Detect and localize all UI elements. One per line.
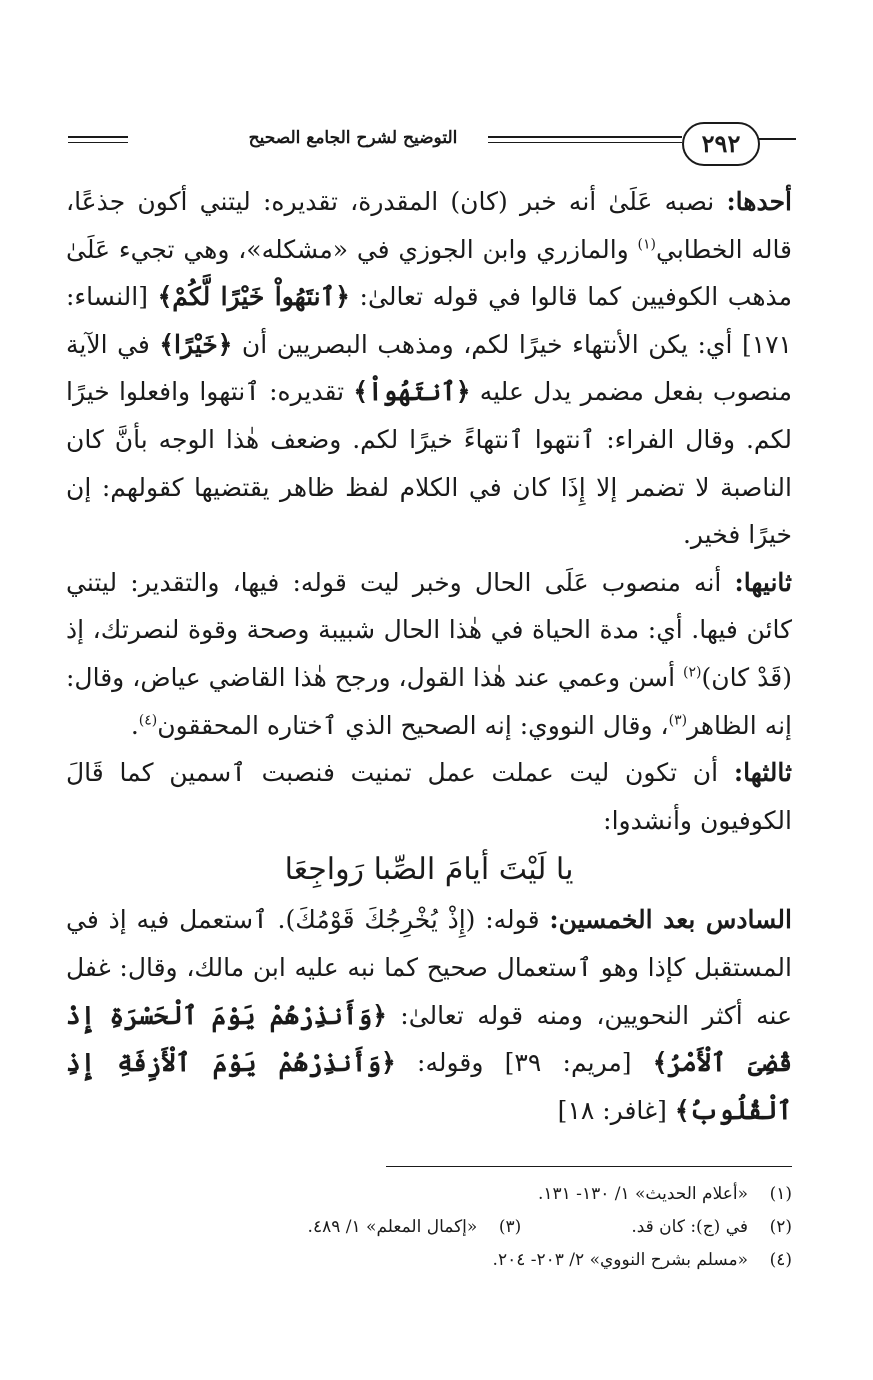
quran-quote: ﴿ٱنتَهُواْ خَيْرًا لَّكُمْ﴾: [157, 282, 350, 312]
footnote-2: [631, 1211, 792, 1244]
paragraph-second: [66, 559, 792, 749]
text: أنه منصوب عَلَى الحال وخبر ليت قوله: فيها، والتقدير: ليتني كائن فيها. أي: مدة الحياة في هٰذا الحال شبيبة وصحة وقوة لنصرتك، إذ (قَدْ كان): [66, 567, 792, 692]
label-first: أحدها:: [726, 187, 792, 216]
footnote-text: في (ج): كان قد.: [631, 1217, 748, 1237]
footnote-1: [538, 1178, 792, 1211]
footnote-ref-3: (٣): [668, 712, 688, 729]
footnote-number: (٣): [498, 1217, 522, 1237]
main-text: [66, 178, 792, 1134]
text: [غافر: ١٨]: [557, 1095, 675, 1125]
text: في الآية منصوب بفعل مضمر يدل عليه: [66, 329, 792, 407]
footnote-text: «مسلم بشرح النووي» ٢/ ٢٠٣- ٢٠٤.: [492, 1250, 748, 1270]
paragraph-third: [66, 749, 792, 844]
footnote-ref-1: (١): [637, 236, 656, 253]
quran-quote: ﴿وَأَنذِرْهُمْ يَوْمَ ٱلْأَزِفَةِ إِذِ ٱلْقُلُوبُ﴾: [66, 1048, 792, 1125]
running-title: التوضيح لشرح الجامع الصحيح: [218, 128, 488, 148]
text: ، وقال النووي: إنه الصحيح الذي ٱختاره المحققون: [157, 710, 669, 740]
footnote-4: [493, 1244, 792, 1277]
header-rule-left-bottom: [68, 142, 128, 143]
footnote-line-3: [66, 1244, 792, 1277]
header-rule-left-top: [68, 136, 128, 138]
label-second: ثانيها:: [734, 567, 792, 597]
text: قوله: (إِذْ يُخْرِجُكَ قَوْمُكَ). ٱستعمل فيه إذ في المستقبل كإذا وهو ٱستعمال صحيح كما نبه عليه ابن مالك، وقال: غفل عنه أكثر النحويين، ومنه قوله تعالىٰ:: [66, 905, 792, 1030]
footnote-ref-2: (٢): [683, 664, 702, 681]
page-number: ٢٩٢: [682, 122, 760, 166]
footnote-line-1: [66, 1178, 792, 1211]
footnote-separator: [386, 1166, 792, 1167]
footnote-3: [308, 1211, 522, 1244]
text: نصبه عَلَىٰ أنه خبر (كان) المقدرة، تقديره: ليتني أكون جذعًا، قاله الخطابي: [66, 187, 793, 264]
quran-quote: ﴿خَيْرًا﴾: [159, 329, 233, 359]
footnote-number: (٤): [769, 1250, 792, 1270]
quran-quote: ﴿ٱنتَهُواْ﴾: [353, 377, 471, 407]
footnote-text: «أعلام الحديث» ١/ ١٣٠- ١٣١.: [537, 1184, 748, 1204]
footnote-text: «إكمال المعلم» ١/ ٤٨٩.: [307, 1217, 478, 1237]
page-header: [68, 122, 796, 168]
text: أن تكون ليت عملت عمل تمنيت فنصبت ٱسمين كما قَالَ الكوفيون وأنشدوا:: [66, 758, 792, 835]
poetry-verse: يا لَيْتَ أيامَ الصِّبا رَواجِعَا: [284, 852, 574, 888]
header-rule-right: [758, 138, 796, 140]
text: أسن وعمي عند هٰذا القول، ورجح هٰذا القاضي عياض، وقال: إنه الظاهر: [66, 662, 792, 740]
label-fourth: السادس بعد الخمسين:: [549, 905, 792, 935]
paragraph-fourth: [66, 896, 792, 1134]
quran-quote: ﴿وَأَنذِرْهُمْ يَوْمَ ٱلْحَسْرَةِ إِذْ قُضِىَ ٱلْأَمْرُ﴾: [66, 1000, 792, 1078]
text: .: [130, 710, 139, 740]
label-third: ثالثها:: [733, 758, 792, 788]
text: والمازري وابن الجوزي في «مشكله»، وهي تجيء عَلَىٰ مذهب الكوفيين كما قالوا في قوله تعالىٰ:: [66, 234, 793, 312]
footnote-ref-4: (٤): [138, 712, 158, 729]
footnote-number: (٢): [769, 1217, 792, 1237]
text: [مريم: ٣٩] وقوله:: [395, 1048, 653, 1078]
text: [النساء: ١٧١] أي: يكن الأنتهاء خيرًا لكم، ومذهب البصريين أن: [66, 282, 792, 359]
paragraph-first: [66, 178, 792, 559]
text: تقديره: ٱنتهوا وافعلوا خيرًا لكم. وقال الفراء: ٱنتهوا ٱنتهاءً خيرًا لكم. وضعف هٰذا الوجه بأنَّ كان الناصبة لا تضمر إلا إِذَا كان في الكلام لفظ ظاهر يقتضيها كقولهم: إن خيرًا فخير.: [66, 377, 792, 550]
footnote-number: (١): [769, 1184, 792, 1204]
footnotes: [66, 1178, 792, 1277]
footnote-line-2: [66, 1211, 792, 1244]
